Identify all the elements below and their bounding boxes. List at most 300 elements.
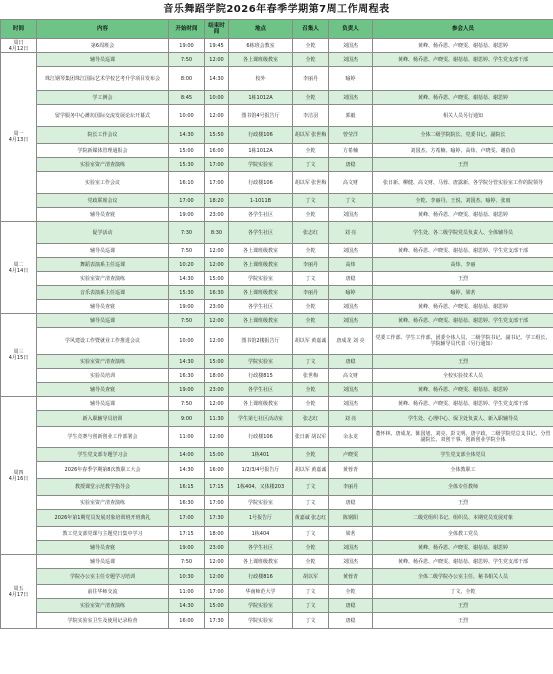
table-row	[1, 67, 553, 91]
cell-lead: 余永龙	[329, 427, 373, 448]
day-label: 周三	[13, 349, 24, 355]
cell-start-time: 11:00	[169, 427, 205, 448]
cell-start-time: 7:50	[169, 397, 205, 411]
cell-lead: 唐稳	[329, 599, 373, 613]
day-date: 4月13日	[8, 137, 29, 143]
cell-end-time: 16:00	[205, 462, 229, 479]
cell-lead: 全乾	[329, 585, 373, 599]
cell-content: 学风建设工作暨就业工作推进会议	[37, 328, 169, 355]
day-date: 4月17日	[8, 591, 29, 598]
cell-start-time: 16:30	[169, 369, 205, 383]
table-row	[1, 127, 553, 144]
cell-content: 学工例会	[37, 91, 169, 105]
cell-place: 6栋班会教室	[229, 39, 293, 53]
cell-start-time: 17:00	[169, 510, 205, 527]
day-cell	[1, 555, 37, 629]
cell-attendees: 学生处、各二级学院党员负责人、全体辅导员	[373, 222, 553, 244]
cell-convener: 张世梅	[293, 369, 329, 383]
table-row	[1, 300, 553, 314]
cell-attendees: 黄峰、杨乔恩、卢晓雯、谢蓓蓓、谢思婷、学生党支部干部	[373, 53, 553, 67]
cell-convener: 丁文	[293, 527, 329, 541]
cell-place: 1栋1012A	[229, 144, 293, 158]
day-cell	[1, 397, 37, 555]
cell-place: 行政楼106	[229, 127, 293, 144]
cell-convener: 丁文	[293, 272, 329, 286]
cell-place: 各上课班级教室	[229, 244, 293, 258]
cell-attendees: 二级党组织书记、组织员、本期党员发展对象	[373, 510, 553, 527]
cell-convener: 胡以军 张世梅	[293, 172, 329, 194]
cell-start-time: 10:30	[169, 569, 205, 585]
cell-lead: 刘国杰	[329, 39, 373, 53]
cell-lead: 刘国杰	[329, 383, 373, 397]
cell-end-time: 15:00	[205, 448, 229, 462]
cell-end-time: 17:00	[205, 496, 229, 510]
table-row	[1, 555, 553, 569]
table-row	[1, 222, 553, 244]
cell-lead: 高文财	[329, 369, 373, 383]
cell-attendees: 学生党支部全体党员	[373, 448, 553, 462]
cell-convener: 全乾	[293, 300, 329, 314]
col-header-start: 开始时间	[169, 20, 205, 39]
cell-end-time: 17:00	[205, 158, 229, 172]
cell-end-time: 17:30	[205, 510, 229, 527]
table-row	[1, 427, 553, 448]
table-row	[1, 569, 553, 585]
cell-place: 1栋404、又体楼203	[229, 479, 293, 496]
cell-convener: 李丽丹	[293, 286, 329, 300]
cell-place: 图书馆4号报告厅	[229, 105, 293, 127]
cell-place: 各学生社区	[229, 300, 293, 314]
cell-convener: 全乾	[293, 91, 329, 105]
day-label: 周五	[13, 585, 24, 592]
table-row	[1, 383, 553, 397]
cell-start-time: 19:00	[169, 39, 205, 53]
col-header-time: 时间	[1, 20, 37, 39]
cell-content: 实验室资产清查演练	[37, 599, 169, 613]
day-date: 4月15日	[8, 355, 29, 361]
day-cell	[1, 39, 37, 53]
table-row	[1, 244, 553, 258]
cell-convener: 丁文	[293, 479, 329, 496]
cell-content: 舞蹈表演系主任巡课	[37, 258, 169, 272]
header-row	[1, 20, 553, 39]
table-row	[1, 462, 553, 479]
cell-end-time: 23:00	[205, 541, 229, 555]
cell-attendees: 全体教职工	[373, 462, 553, 479]
day-label: 周一	[13, 131, 24, 137]
cell-end-time: 23:00	[205, 208, 229, 222]
cell-start-time: 7:50	[169, 53, 205, 67]
cell-end-time: 23:00	[205, 383, 229, 397]
cell-lead: 曾莹洋	[329, 127, 373, 144]
cell-content: 实验员培训	[37, 369, 169, 383]
cell-place: 各上课班级教室	[229, 314, 293, 328]
cell-attendees: 王烈	[373, 158, 553, 172]
col-header-place: 地点	[229, 20, 293, 39]
table-row	[1, 208, 553, 222]
cell-convener: 全乾	[293, 208, 329, 222]
table-row	[1, 496, 553, 510]
table-row	[1, 105, 553, 127]
cell-lead: 唐稳	[329, 613, 373, 629]
cell-convener: 全乾	[293, 314, 329, 328]
cell-place: 1/2/3/4号报告厅	[229, 462, 293, 479]
cell-content: 实验室工作会议	[37, 172, 169, 194]
table-row	[1, 158, 553, 172]
cell-start-time: 10:20	[169, 258, 205, 272]
cell-content: 前往华师交流	[37, 585, 169, 599]
table-row	[1, 599, 553, 613]
cell-place: 学生第七社区活动室	[229, 411, 293, 427]
cell-convener: 李洁羽	[293, 105, 329, 127]
cell-convener: 全乾	[293, 383, 329, 397]
cell-content: 珠江钢琴集团珠江国际艺术学校艺考升学项目发布会	[37, 67, 169, 91]
cell-attendees: 黄峰、杨乔恩、卢晓雯、谢蓓蓓、谢思婷、学生党支部干部	[373, 244, 553, 258]
cell-content: 第6周班会	[37, 39, 169, 53]
cell-start-time: 14:30	[169, 272, 205, 286]
cell-content: 辅导员巡课	[37, 244, 169, 258]
cell-lead: 刘国杰	[329, 314, 373, 328]
cell-lead: 梁茗	[329, 527, 373, 541]
cell-place: 各上课班级教室	[229, 555, 293, 569]
cell-lead: 高文财	[329, 172, 373, 194]
cell-attendees: 黄峰、杨乔恩、卢晓雯、谢蓓蓓、谢思婷	[373, 541, 553, 555]
cell-end-time: 18:00	[205, 527, 229, 541]
cell-convener: 胡以军 黄嘉诚	[293, 328, 329, 355]
table-row	[1, 194, 553, 208]
cell-attendees: 全校实验技术人员	[373, 369, 553, 383]
cell-attendees: 张日新、柳健、高文财、马蓉、唐露新、各学院分管实验室工作的院领导	[373, 172, 553, 194]
cell-start-time: 14:30	[169, 599, 205, 613]
cell-attendees: 黄峰、杨乔恩、卢晓雯、谢蓓蓓、谢思婷、学生党支部干部	[373, 555, 553, 569]
table-row	[1, 91, 553, 105]
col-header-content: 内容	[37, 20, 169, 39]
cell-lead: 刘国杰	[329, 300, 373, 314]
cell-lead: 刘国杰	[329, 244, 373, 258]
cell-end-time: 17:30	[205, 613, 229, 629]
cell-lead: 唐稳	[329, 355, 373, 369]
cell-place: 1号报告厅	[229, 510, 293, 527]
cell-end-time: 12:00	[205, 258, 229, 272]
cell-convener: 丁文	[293, 599, 329, 613]
cell-content: 辅导员查寝	[37, 541, 169, 555]
cell-convener: 全乾	[293, 448, 329, 462]
cell-attendees: 喻婷、梁茗	[373, 286, 553, 300]
cell-attendees: 黄峰、杨乔恩、卢晓雯、谢蓓蓓、谢思婷	[373, 300, 553, 314]
table-row	[1, 258, 553, 272]
cell-attendees: 全乾、李丽丹、王悦、刘国杰、喻婷、张雨	[373, 194, 553, 208]
day-label: 周日	[13, 39, 24, 46]
cell-lead: 方希楠	[329, 144, 373, 158]
cell-place: 各上课班级教室	[229, 286, 293, 300]
cell-lead: 高炜	[329, 258, 373, 272]
cell-convener: 李丽丹	[293, 258, 329, 272]
cell-attendees: 王烈	[373, 355, 553, 369]
cell-place: 各学生社区	[229, 208, 293, 222]
cell-place: 各上课班级教室	[229, 258, 293, 272]
cell-content: 2026年第1期党员发展对象培训班开班典礼	[37, 510, 169, 527]
cell-place: 各上课班级教室	[229, 397, 293, 411]
cell-start-time: 14:30	[169, 127, 205, 144]
cell-convener: 丁文	[293, 496, 329, 510]
cell-convener: 丁文	[293, 355, 329, 369]
cell-lead: 黄蓉青	[329, 462, 373, 479]
cell-end-time: 15:00	[205, 599, 229, 613]
cell-attendees: 王烈	[373, 272, 553, 286]
table-row	[1, 144, 553, 158]
cell-convener: 丁文	[293, 158, 329, 172]
cell-convener: 张日新 胡以军	[293, 427, 329, 448]
cell-content: 实验室资产清查演练	[37, 355, 169, 369]
cell-convener: 全乾	[293, 244, 329, 258]
day-label: 周二	[13, 261, 24, 268]
cell-attendees: 党委工作部、学生工作部、团委全体人员、二级学院书记、副书记、学工组长、学院辅导员代表（另行通知）	[373, 328, 553, 355]
day-cell	[1, 222, 37, 314]
cell-start-time: 15:00	[169, 144, 205, 158]
cell-start-time: 14:30	[169, 462, 205, 479]
cell-lead: 喻婷	[329, 286, 373, 300]
cell-end-time: 14:30	[205, 67, 229, 91]
cell-end-time: 12:00	[205, 427, 229, 448]
cell-lead: 刘国杰	[329, 208, 373, 222]
cell-place: 行政楼815	[229, 369, 293, 383]
cell-end-time: 12:00	[205, 555, 229, 569]
cell-end-time: 17:00	[205, 585, 229, 599]
cell-attendees: 王烈	[373, 496, 553, 510]
cell-convener: 全乾	[293, 39, 329, 53]
cell-end-time: 15:50	[205, 127, 229, 144]
col-header-attendees: 参会人员	[373, 20, 553, 39]
cell-end-time: 17:00	[205, 172, 229, 194]
cell-lead: 卢晓雯	[329, 448, 373, 462]
cell-place: 学院实验室	[229, 599, 293, 613]
cell-convener: 胡以军 黄嘉诚	[293, 462, 329, 479]
cell-lead: 刘国杰	[329, 91, 373, 105]
cell-end-time: 18:00	[205, 369, 229, 383]
cell-content: 辅导员查寝	[37, 208, 169, 222]
cell-start-time: 19:00	[169, 208, 205, 222]
day-date: 4月14日	[8, 267, 29, 274]
cell-convener: 全乾	[293, 555, 329, 569]
cell-attendees: 黄峰、杨乔恩、卢晓雯、谢蓓蓓、谢思婷、学生党支部干部	[373, 314, 553, 328]
cell-end-time: 15:00	[205, 272, 229, 286]
cell-convener: 张志红	[293, 222, 329, 244]
schedule-body	[1, 39, 553, 629]
col-header-convener: 召集人	[293, 20, 329, 39]
cell-end-time: 16:00	[205, 144, 229, 158]
cell-lead: 丁文	[329, 194, 373, 208]
table-row	[1, 585, 553, 599]
cell-start-time: 19:00	[169, 383, 205, 397]
cell-attendees: 学生处、心理中心、保卫处负责人、新入职辅导员	[373, 411, 553, 427]
cell-convener: 丁文	[293, 585, 329, 599]
cell-content: 党政联席会议	[37, 194, 169, 208]
cell-content: 学生竞赛与创新创业工作部署会	[37, 427, 169, 448]
table-row	[1, 510, 553, 527]
cell-attendees: 全体二级学院院长、党委书记、副院长	[373, 127, 553, 144]
cell-lead: 唐稳	[329, 158, 373, 172]
cell-attendees: 黄峰、杨乔恩、卢晓雯、谢蓓蓓、谢思婷	[373, 39, 553, 53]
cell-content: 辅导员查寝	[37, 300, 169, 314]
page-title: 音乐舞蹈学院2026年春季学期第7周工作周程表	[163, 4, 390, 15]
cell-place: 各学生社区	[229, 222, 293, 244]
day-cell	[1, 314, 37, 397]
cell-attendees: 黄峰、杨乔恩、卢晓雯、谢蓓蓓、谢思婷	[373, 383, 553, 397]
cell-lead: 唐成龙 刘 亮	[329, 328, 373, 355]
cell-end-time: 12:00	[205, 53, 229, 67]
cell-place: 华南师范大学	[229, 585, 293, 599]
table-row	[1, 172, 553, 194]
table-row	[1, 53, 553, 67]
cell-start-time: 19:00	[169, 300, 205, 314]
cell-attendees: 高炜、李丽	[373, 258, 553, 272]
cell-place: 各学生社区	[229, 383, 293, 397]
cell-place: 学院实验室	[229, 496, 293, 510]
cell-start-time: 16:00	[169, 613, 205, 629]
cell-start-time: 7:50	[169, 314, 205, 328]
cell-start-time: 11:00	[169, 585, 205, 599]
cell-end-time: 11:30	[205, 411, 229, 427]
cell-content: 学院新媒体管理通报会	[37, 144, 169, 158]
cell-convener: 张志红	[293, 411, 329, 427]
cell-start-time: 14:00	[169, 448, 205, 462]
cell-convener: 黄嘉诚 张志红	[293, 510, 329, 527]
cell-content: 教授课堂示范教学指导会	[37, 479, 169, 496]
cell-place: 学院实验室	[229, 613, 293, 629]
table-row	[1, 286, 553, 300]
cell-lead: 郭毅	[329, 105, 373, 127]
cell-content: 辅导员查寝	[37, 383, 169, 397]
cell-lead: 黄蓉青	[329, 569, 373, 585]
cell-attendees: 丁文、全乾	[373, 585, 553, 599]
schedule-table	[0, 19, 553, 629]
cell-lead: 唐稳	[329, 496, 373, 510]
cell-attendees: 全体专任教师	[373, 479, 553, 496]
cell-place: 校外	[229, 67, 293, 91]
cell-attendees: 黄峰、杨乔恩、卢晓雯、谢蓓蓓、谢思婷、学生党支部干部	[373, 397, 553, 411]
cell-place: 图书馆2楼报告厅	[229, 328, 293, 355]
cell-start-time: 16:30	[169, 496, 205, 510]
cell-lead: 刘国杰	[329, 541, 373, 555]
cell-end-time: 12:00	[205, 244, 229, 258]
cell-end-time: 12:00	[205, 314, 229, 328]
cell-place: 行政楼106	[229, 427, 293, 448]
cell-start-time: 14:30	[169, 355, 205, 369]
cell-lead: 刘国杰	[329, 53, 373, 67]
cell-place: 1栋404	[229, 527, 293, 541]
cell-start-time: 15:30	[169, 158, 205, 172]
cell-content: 学院办公室主任专题学习培训	[37, 569, 169, 585]
day-date: 4月12日	[8, 45, 29, 52]
day-cell	[1, 53, 37, 222]
cell-start-time: 19:00	[169, 541, 205, 555]
cell-convener: 丁文	[293, 613, 329, 629]
cell-content: 学生党支部专题学习会	[37, 448, 169, 462]
cell-end-time: 12:00	[205, 328, 229, 355]
cell-convener: 李丽丹	[293, 67, 329, 91]
table-row	[1, 328, 553, 355]
cell-end-time: 12:00	[205, 569, 229, 585]
table-row	[1, 541, 553, 555]
cell-lead: 刘 亮	[329, 222, 373, 244]
cell-end-time: 15:00	[205, 355, 229, 369]
cell-start-time: 15:30	[169, 286, 205, 300]
cell-place: 各学生社区	[229, 541, 293, 555]
cell-convener: 胡以军 张世梅	[293, 127, 329, 144]
cell-place: 1栋1012A	[229, 91, 293, 105]
cell-end-time: 12:00	[205, 105, 229, 127]
cell-lead: 唐稳	[329, 272, 373, 286]
cell-place: 1栋401	[229, 448, 293, 462]
cell-start-time: 9:00	[169, 411, 205, 427]
cell-attendees: 王烈	[373, 599, 553, 613]
cell-place: 各上课班级教室	[229, 53, 293, 67]
table-row	[1, 314, 553, 328]
cell-start-time: 7:50	[169, 244, 205, 258]
cell-attendees: 全体二级学院办公室主任、秘书相关人员	[373, 569, 553, 585]
cell-start-time: 10:00	[169, 105, 205, 127]
cell-attendees: 黄峰、杨乔恩、卢晓雯、谢蓓蓓、谢思婷	[373, 208, 553, 222]
table-row	[1, 369, 553, 383]
col-header-lead: 负责人	[329, 20, 373, 39]
col-header-end: 结束时间	[205, 20, 229, 39]
table-row	[1, 272, 553, 286]
day-date: 4月16日	[8, 475, 29, 482]
cell-content: 音乐表演系主任巡课	[37, 286, 169, 300]
cell-lead: 刘 亮	[329, 411, 373, 427]
cell-end-time: 23:00	[205, 300, 229, 314]
cell-place: 1-1011B	[229, 194, 293, 208]
cell-content: 辅导员巡课	[37, 397, 169, 411]
cell-convener: 全乾	[293, 53, 329, 67]
cell-start-time: 10:00	[169, 328, 205, 355]
cell-convener: 胡以军	[293, 569, 329, 585]
cell-content: 辅导员巡课	[37, 314, 169, 328]
cell-place: 学院实验室	[229, 158, 293, 172]
cell-convener: 全乾	[293, 397, 329, 411]
table-row	[1, 479, 553, 496]
cell-lead: 陈钢阳	[329, 510, 373, 527]
cell-content: 新入职辅导员培训	[37, 411, 169, 427]
table-row	[1, 527, 553, 541]
cell-start-time: 8:45	[169, 91, 205, 105]
cell-content: 2026年春季学期第8次教职工大会	[37, 462, 169, 479]
cell-start-time: 17:00	[169, 194, 205, 208]
cell-start-time: 8:00	[169, 67, 205, 91]
cell-start-time: 7:50	[169, 555, 205, 569]
cell-convener: 丁文	[293, 194, 329, 208]
table-row	[1, 355, 553, 369]
cell-end-time: 10:00	[205, 91, 229, 105]
cell-end-time: 18:20	[205, 194, 229, 208]
cell-end-time: 16:30	[205, 286, 229, 300]
cell-place: 学院实验室	[229, 272, 293, 286]
cell-place: 学院实验室	[229, 355, 293, 369]
cell-end-time: 8:30	[205, 222, 229, 244]
cell-content: 学院实验室卫生及使用记录检查	[37, 613, 169, 629]
table-row	[1, 411, 553, 427]
cell-lead: 李丽丹	[329, 479, 373, 496]
cell-attendees: 全体教工党员	[373, 527, 553, 541]
cell-end-time: 17:15	[205, 479, 229, 496]
cell-attendees: 黄峰、杨乔恩、卢晓雯、谢蓓蓓、谢思婷	[373, 91, 553, 105]
cell-content: 辅导员巡课	[37, 53, 169, 67]
cell-content: 教工党支部党课与主题党日集中学习	[37, 527, 169, 541]
cell-end-time: 19:45	[205, 39, 229, 53]
cell-attendees: 王烈	[373, 613, 553, 629]
cell-attendees: 相关人员另行通知	[373, 105, 553, 127]
cell-lead: 刘国杰	[329, 555, 373, 569]
